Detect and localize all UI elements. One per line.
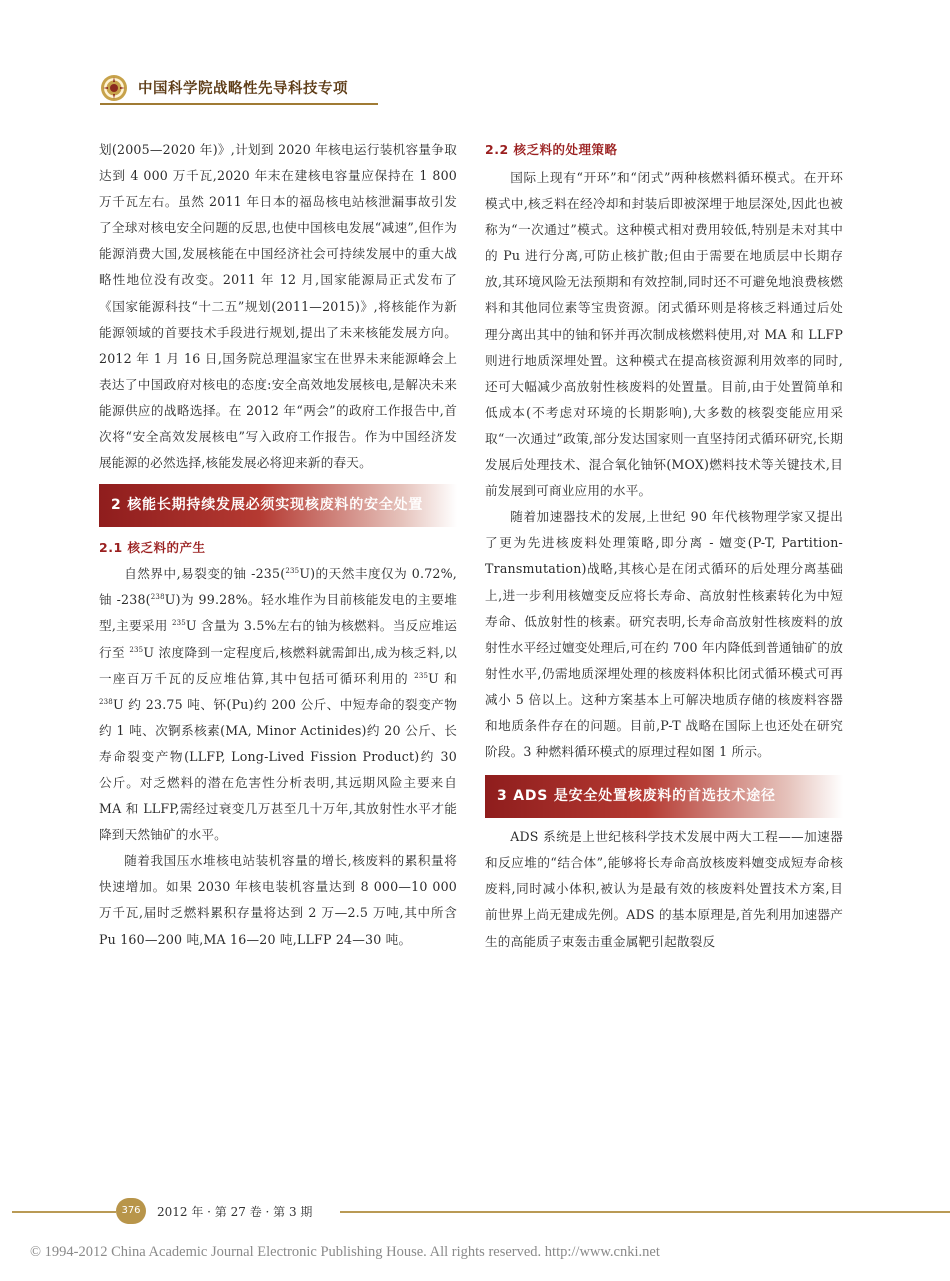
header-rule	[100, 103, 378, 105]
paragraph: 划(2005—2020 年)》,计划到 2020 年核电运行装机容量争取达到 4 000 万千瓦,2020 年末在建核电容量应保持在 1 800 万千瓦左右。虽然 2011 年日本的福岛核电站核泄漏事故引发了全球对核电安全问题的反思,也使中国核电发展“减速”,但作为能源消费大国,发展核能在中国经济社会可持续发展中的重大战略性地位没有改变。2011 年 12 月,国家能源局正式发布了《国家能源科技“十二五”规划(2011—2015)》,将核能作为新能源领域的首要技术手段进行规划,提出了未来核能发展方向。2012 年 1 月 16 日,国务院总理温家宝在世界未来能源峰会上表达了中国政府对核电的态度:安全高效地发展核电,是解决未来能源供应的战略选择。在 2012 年“两会”的政府工作报告中,首次将“安全高效发展核电”写入政府工作报告。作为中国经济发展能源的必然选择,核能发展必将迎来新的春天。	[99, 142, 457, 471]
section-2-heading: 2 核能长期持续发展必须实现核废料的安全处置	[99, 484, 457, 527]
subsection-2-1-heading: 2.1 核乏料的产生	[99, 540, 206, 556]
footer-rule-left	[12, 1211, 116, 1213]
section-3-heading: 3 ADS 是安全处置核废料的首选技术途径	[485, 775, 843, 818]
copyright-notice: © 1994-2012 China Academic Journal Electronic Publishing House. All rights reserved. http://www.cnki.net	[30, 1244, 660, 1260]
subsection-2-2-heading: 2.2 核乏料的处理策略	[485, 142, 618, 157]
paragraph: 自然界中,易裂变的铀 -235($^{235}$U)的天然丰度仅为 0.72%,铀 -238($^{238}$U)为 99.28%。轻水堆作为目前核能发电的主要堆型,主要采用 $^{235}$U 含量为 3.5%左右的铀为核燃料。当反应堆运行至 $^{235}$U 浓度降到一定程度后,核燃料就需卸出,成为核乏料,以一座百万千瓦的反应堆估算,其中包括可循环利用的 $^{235}$U 和 $^{238}$U 约 23.75 吨、钚(Pu)约 200 公斤、中短寿命的裂变产物约 1 吨、次锕系核素(MA, Minor Actinides)约 20 公斤、长寿命裂变产物(LLFP, Long-Lived Fission Product)约 30 公斤。对乏燃料的潜在危害性分析表明,其远期风险主要来自 MA 和 LLFP,需经过衰变几万甚至几十万年,其放射性水平才能降到天然铀矿的水平。	[99, 566, 458, 843]
footer-rule-right	[340, 1211, 950, 1213]
paragraph: 国际上现有“开环”和“闭式”两种核燃料循环模式。在开环模式中,核乏料在经冷却和封装后即被深埋于地层深处,因此也被称为“一次通过”模式。这种模式相对费用较低,特别是未对其中的 Pu 进行分离,可防止核扩散;但由于需要在地质层中长期存放,其环境风险无法预期和有效控制,同时还不可避免地浪费核燃料和其他同位素等宝贵资源。闭式循环则是将核乏料通过后处理分离出其中的铀和钚并再次制成核燃料使用,对 MA 和 LLFP 则进行地质深埋处置。这种模式在提高核资源利用效率的同时,还可大幅减少高放射性核废料的处置量。目前,由于处置简单和低成本(不考虑对环境的长期影响),大多数的核裂变能应用采取“一次通过”政策,部分发达国家则一直坚持闭式循环研究,长期发展后处理技术、混合氧化铀钚(MOX)燃料技术等关键技术,目前发展到可商业应用的水平。	[485, 170, 843, 499]
paragraph: 随着我国压水堆核电站装机容量的增长,核废料的累积量将快速增加。如果 2030 年核电装机容量达到 8 000—10 000 万千瓦,届时乏燃料累积存量将达到 2 万—2.5 万吨,其中所含 Pu 160—200 吨,MA 16—20 吨,LLFP 24—30 吨。	[99, 853, 457, 947]
page-number-badge: 376	[116, 1198, 146, 1224]
journal-header	[100, 74, 380, 102]
issue-info: 2012 年 · 第 27 卷 · 第 3 期	[157, 1205, 313, 1219]
right-column	[485, 137, 843, 955]
left-column	[99, 137, 457, 953]
journal-title: 中国科学院战略性先导科技专项	[138, 81, 348, 97]
paragraph: 随着加速器技术的发展,上世纪 90 年代核物理学家又提出了更为先进核废料处理策略,即分离 - 嬗变(P-T, Partition-Transmutation)战略,其核心是在闭式循环的后处理分离基础上,进一步利用核嬗变反应将长寿命、高放射性核素转化为中短寿命、低放射性的核素。研究表明,长寿命高放射性核废料的放射性水平经过嬗变处理后,可在约 700 年内降低到普通铀矿的放射性水平,仍需地质深埋处理的核废料体积比闭式循环模式可再减小 5 倍以上。这种方案基本上可解决地质存储的核废料容器和地质条件存在的问题。目前,P-T 战略在国际上也还处在研究阶段。3 种燃料循环模式的原理过程如图 1 所示。	[485, 509, 843, 760]
cas-emblem-icon	[100, 74, 128, 102]
paragraph: ADS 系统是上世纪核科学技术发展中两大工程——加速器和反应堆的“结合体”,能够将长寿命高放核废料嬗变成短寿命核废料,同时减小体积,被认为是最有效的核废料处置技术方案,目前世界上尚无建成先例。ADS 的基本原理是,首先利用加速器产生的高能质子束轰击重金属靶引起散裂反	[485, 829, 843, 949]
